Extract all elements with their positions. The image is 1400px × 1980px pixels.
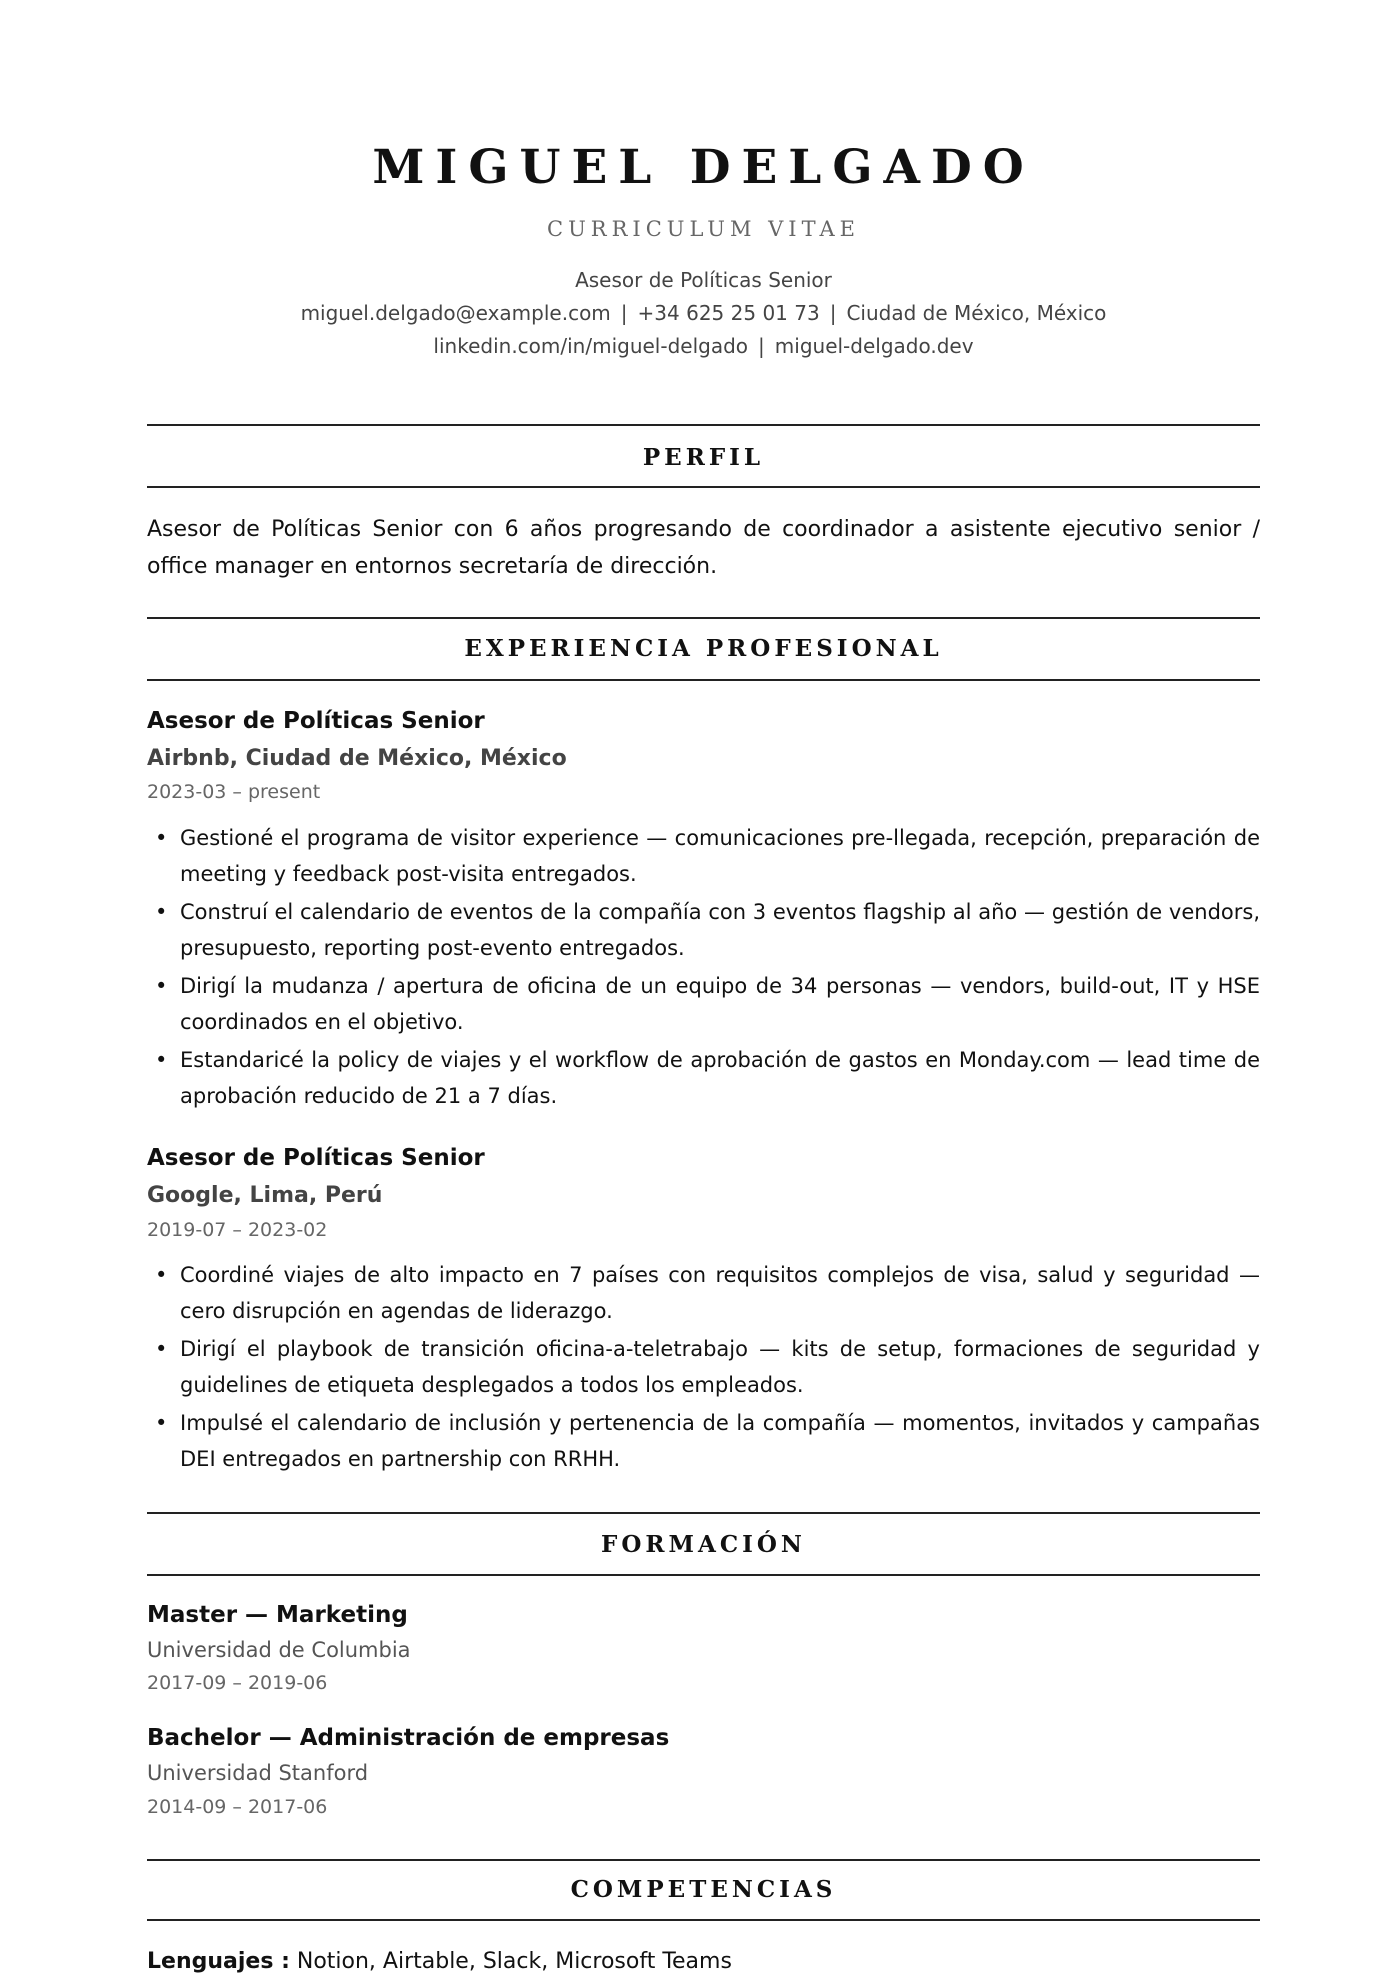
- job-bullets: [155, 820, 1260, 1116]
- job-organization: Google, Lima, Perú: [147, 1183, 383, 1208]
- bullet-text: Coordiné viajes de alto impacto en 7 países con requisitos complejos de visa, salud y seguridad — cero disrupción en agendas de liderazgo.: [180, 1263, 1260, 1323]
- contact-separator: |: [620, 301, 628, 325]
- section-title-skills: COMPETENCIAS: [570, 1876, 837, 1903]
- bullet-glyph: •: [155, 1337, 168, 1361]
- list-item: [155, 968, 1260, 1040]
- list-item: [155, 1257, 1260, 1329]
- list-item: [155, 894, 1260, 966]
- job-organization: Airbnb, Ciudad de México, México: [147, 746, 567, 771]
- list-item: [155, 1331, 1260, 1403]
- bullet-text: Impulsé el calendario de inclusión y pertenencia de la compañía — momentos, invitados y campañas DEI entregados en partnership con RRHH.: [180, 1411, 1260, 1471]
- bullet-glyph: •: [155, 1263, 168, 1287]
- skills-value: Notion, Airtable, Slack, Microsoft Teams: [296, 1949, 732, 1974]
- job-title: Asesor de Políticas Senior: [147, 708, 485, 734]
- job-title: Asesor de Políticas Senior: [147, 1145, 485, 1171]
- contact-line-2: [147, 334, 1260, 358]
- section-rule: [147, 679, 1260, 681]
- contact-email[interactable]: miguel.delgado@example.com: [300, 301, 611, 325]
- profile-summary: Asesor de Políticas Senior con 6 años progresando de coordinador a asistente ejecutivo senior / office manager en entornos secretaría de dirección.: [147, 517, 1260, 579]
- header-role: Asesor de Políticas Senior: [575, 268, 832, 292]
- skills-line: [147, 1949, 732, 1974]
- contact-phone[interactable]: +34 625 25 01 73: [637, 301, 820, 325]
- bullet-text: Gestioné el programa de visitor experience — comunicaciones pre-llegada, recepción, preparación de meeting y feedback post-visita entregados.: [180, 826, 1260, 886]
- contact-location: Ciudad de México, México: [846, 301, 1107, 325]
- section-title-experience: EXPERIENCIA PROFESIONAL: [464, 635, 943, 662]
- contact-line-1: [147, 301, 1260, 325]
- bullet-text: Dirigí el playbook de transición oficina-a-teletrabajo — kits de setup, formaciones de seguridad y guidelines de etiqueta desplegados a todos los empleados.: [180, 1337, 1260, 1397]
- list-item: [155, 820, 1260, 892]
- education-degree: Bachelor — Administración de empresas: [147, 1725, 670, 1751]
- section-rule: [147, 617, 1260, 619]
- skills-label: Lenguajes :: [147, 1949, 290, 1974]
- bullet-glyph: •: [155, 826, 168, 850]
- education-school: Universidad de Columbia: [147, 1638, 411, 1662]
- bullet-glyph: •: [155, 900, 168, 924]
- section-rule: [147, 1574, 1260, 1576]
- education-dates: 2017-09 – 2019-06: [147, 1672, 328, 1694]
- list-item: [155, 1405, 1260, 1477]
- bullet-text: Dirigí la mudanza / apertura de oficina de un equipo de 34 personas — vendors, build-out, IT y HSE coordinados en el objetivo.: [180, 974, 1260, 1034]
- contact-website[interactable]: miguel-delgado.dev: [774, 334, 974, 358]
- section-rule: [147, 1919, 1260, 1921]
- education-dates: 2014-09 – 2017-06: [147, 1796, 328, 1818]
- section-rule: [147, 1512, 1260, 1514]
- contact-separator: |: [829, 301, 837, 325]
- job-dates: 2023-03 – present: [147, 781, 321, 803]
- bullet-text: Estandaricé la policy de viajes y el workflow de aprobación de gastos en Monday.com — lead time de aprobación reducido de 21 a 7 días.: [180, 1048, 1260, 1108]
- section-rule: [147, 1859, 1260, 1861]
- bullet-glyph: •: [155, 1048, 168, 1072]
- bullet-glyph: •: [155, 974, 168, 998]
- contact-separator: |: [758, 334, 765, 358]
- list-item: [155, 1042, 1260, 1114]
- section-rule: [147, 424, 1260, 426]
- candidate-name: MIGUEL DELGADO: [372, 140, 1035, 195]
- job-bullets: [155, 1257, 1260, 1479]
- section-rule: [147, 486, 1260, 488]
- document-subtitle: CURRICULUM VITAE: [547, 217, 860, 241]
- education-degree: Master — Marketing: [147, 1602, 408, 1628]
- contact-linkedin[interactable]: linkedin.com/in/miguel-delgado: [433, 334, 749, 358]
- job-dates: 2019-07 – 2023-02: [147, 1219, 328, 1241]
- bullet-glyph: •: [155, 1411, 168, 1435]
- section-title-education: FORMACIÓN: [601, 1531, 806, 1558]
- bullet-text: Construí el calendario de eventos de la compañía con 3 eventos flagship al año — gestión de vendors, presupuesto, reporting post-evento entregados.: [180, 900, 1260, 960]
- section-title-profile: PERFIL: [642, 444, 765, 471]
- education-school: Universidad Stanford: [147, 1761, 369, 1785]
